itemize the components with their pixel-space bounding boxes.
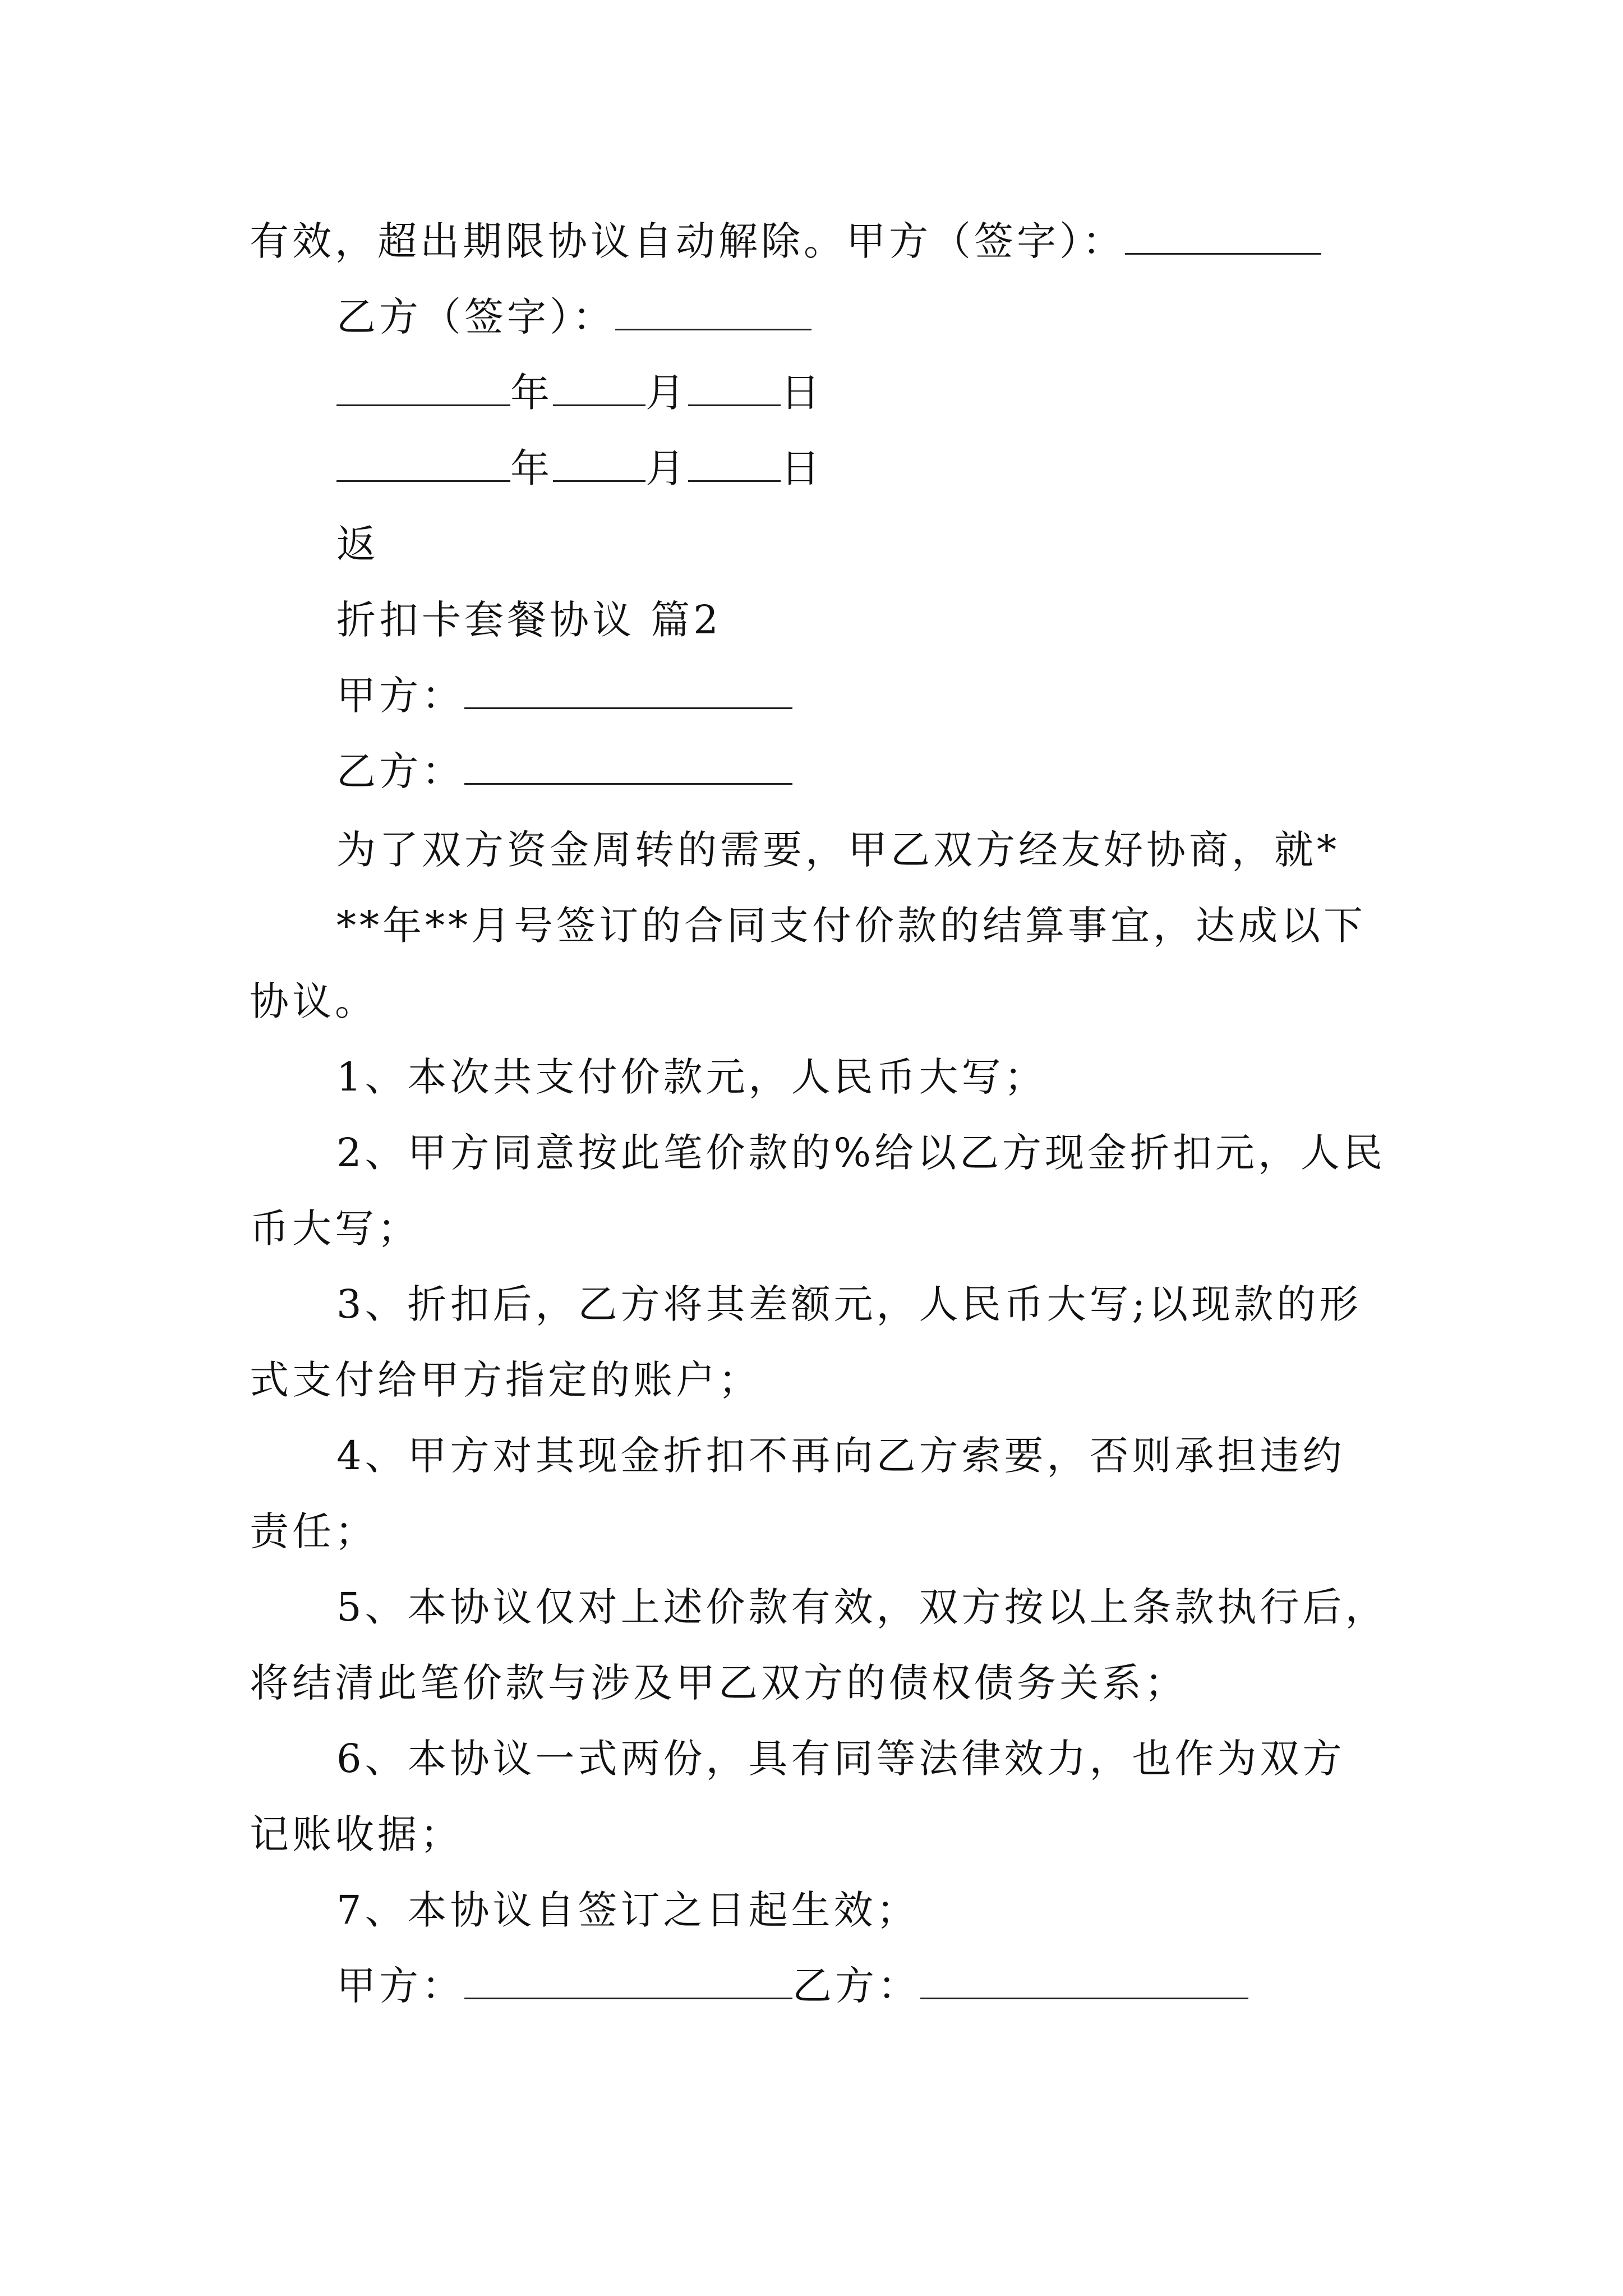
month-label: 月: [645, 445, 688, 491]
validity-text: 有效，超出期限协议自动解除。甲方（签字）：: [250, 218, 1125, 264]
date-line-2: [336, 440, 823, 496]
clause-4-line-2: 责任；: [250, 1508, 377, 1554]
line-party-b-signature: [336, 289, 811, 345]
signature-parties-line: [336, 1958, 1248, 2014]
party-a-blank: [464, 675, 792, 709]
intro-line-2: **年**月号签订的合同支付价款的结算事宜，达成以下: [336, 903, 1366, 949]
clause-5-line-1: 5、本协议仅对上述价款有效，双方按以上条款执行后，: [336, 1584, 1388, 1630]
intro-line-1: 为了双方资金周转的需要，甲乙双方经友好协商，就*: [336, 827, 1340, 873]
clause-3-line-1: 3、折扣后，乙方将其差额元，人民币大写;以现款的形: [336, 1281, 1362, 1327]
clause-1: 1、本次共支付价款元，人民币大写；: [336, 1054, 1047, 1100]
clause-4-line-1: 4、甲方对其现金折扣不再向乙方索要，否则承担违约: [336, 1433, 1345, 1479]
final-party-a-blank: [464, 1965, 792, 1999]
party-a-label: 甲方：: [336, 673, 464, 719]
year-blank: [336, 448, 510, 482]
intro-line-3: 协议。: [250, 978, 377, 1024]
party-b-signature-blank: [615, 296, 811, 330]
month-blank: [553, 448, 645, 482]
clause-5-line-2: 将结清此笔价款与涉及甲乙双方的债权债务关系；: [250, 1660, 1187, 1706]
clause-2-line-2: 币大写；: [250, 1205, 420, 1251]
back-text: 返: [336, 521, 379, 567]
party-a-line: [336, 668, 792, 724]
party-b-blank: [464, 751, 792, 785]
final-party-b-label: 乙方：: [792, 1963, 920, 2009]
year-label: 年: [510, 370, 553, 416]
clause-3-line-2: 式支付给甲方指定的账户；: [250, 1357, 761, 1403]
party-a-signature-blank: [1125, 220, 1321, 255]
document-title: 折扣卡套餐协议 篇2: [336, 597, 722, 643]
day-label: 日: [781, 445, 823, 491]
month-label: 月: [645, 370, 688, 416]
clause-7: 7、本协议自签订之日起生效；: [336, 1887, 919, 1933]
date-line-1: [336, 365, 823, 421]
final-party-a-label: 甲方：: [336, 1963, 464, 2009]
final-party-b-blank: [920, 1965, 1248, 1999]
month-blank: [553, 372, 645, 406]
line-validity-clause: [250, 213, 1321, 269]
year-label: 年: [510, 445, 553, 491]
party-b-label: 乙方：: [336, 748, 464, 794]
day-blank: [688, 372, 781, 406]
day-label: 日: [781, 370, 823, 416]
clause-2-line-1: 2、甲方同意按此笔价款的%给以乙方现金折扣元，人民: [336, 1130, 1386, 1176]
clause-6-line-2: 记账收据；: [250, 1811, 463, 1857]
year-blank: [336, 372, 510, 406]
day-blank: [688, 448, 781, 482]
party-b-line: [336, 743, 792, 799]
party-b-signature-label: 乙方（签字）：: [336, 294, 615, 340]
clause-6-line-1: 6、本协议一式两份，具有同等法律效力，也作为双方: [336, 1736, 1345, 1782]
